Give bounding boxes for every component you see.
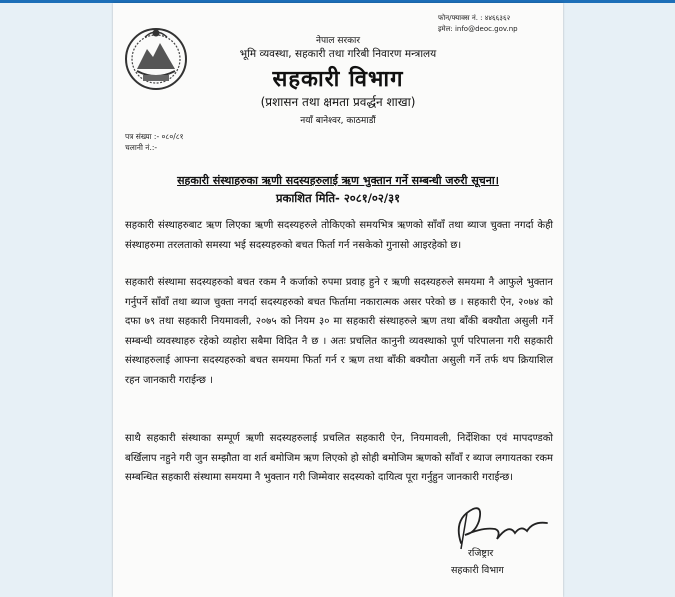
department-name: सहकारी विभाग xyxy=(272,67,404,92)
office-location: नयाँ बानेश्वर, काठमाडौं xyxy=(300,116,376,126)
ministry-name: भूमि व्यवस्था, सहकारी तथा गरिबी निवारण मन्त्रालय xyxy=(239,48,437,60)
contact-block xyxy=(438,13,518,35)
signature-icon xyxy=(443,499,553,554)
signatory-office: सहकारी विभाग xyxy=(451,565,504,576)
phone-fax: फोन/फ्याक्स नं. : ४४६६३६२ xyxy=(438,14,511,22)
notice-subject: सहकारी संस्थाहरुका ऋणी सदस्यहरुलाई ऋण भुक्तान गर्ने सम्बन्धी जरुरी सूचना। xyxy=(177,174,499,187)
email: इमेल: info@deoc.gov.np xyxy=(438,25,518,33)
government-name: नेपाल सरकार xyxy=(315,36,361,46)
signatory-title: रजिष्ट्रार xyxy=(468,548,494,559)
published-date: प्रकाशित मिति- २०८१/०२/३१ xyxy=(275,191,401,205)
paragraph-1: सहकारी संस्थाहरुबाट ऋण लिएका ऋणी सदस्यहरुले तोकिएको समयभित्र ऋणको साँवाँ तथा ब्याज चुक्ता नगर्दा केही संस्थाहरुमा तरलताको समस्या भई सदस्यहरुको बचत फिर्ता गर्न नसकेको गुनासो आइरहेको छ। xyxy=(125,220,553,251)
notice-document xyxy=(113,3,563,597)
paragraph-2: सहकारी संस्थामा सदस्यहरुको बचत रकम नै कर्जाको रुपमा प्रवाह हुने र ऋणी सदस्यहरुले समयमा नै आफुले भुक्तान गर्नुपर्ने साँवाँ तथा ब्याज चुक्ता नगर्दा सदस्यहरुको बचत फिर्तामा नकारात्मक असर परेको छ । सहकारी ऐन, २०७४ को दफा ७९ तथा सहकारी नियमावली, २०७५ को नियम ३० मा सहकारी संस्थाहरुले ऋण तथा बाँकी बक्यौता असुली गर्ने सम्बन्धी व्यवस्थाहरु रहेको व्यहोरा सबैमा विदित नै छ । अतः प्रचलित कानुनी व्यवस्थाको पूर्ण परिपालना गरी सहकारी संस्थाहरुलाई आफ्ना सदस्यहरुको बचत समयमा फिर्ता गर्न र ऋण तथा बाँकी बक्यौता असुली गर्ने तर्फ थप क्रियाशिल रहन जानकारी गराईन्छ । xyxy=(125,277,553,386)
reference-block xyxy=(125,131,184,153)
branch-name: (प्रशासन तथा क्षमता प्रवर्द्धन शाखा) xyxy=(260,95,416,109)
paragraph-3: साथै सहकारी संस्थाका सम्पूर्ण ऋणी सदस्यहरुलाई प्रचलित सहकारी ऐन, नियमावली, निर्देशिका एवं मापदण्डको बर्खिलाप नहुने गरी जुन सम्झौता वा शर्त बमोजिम ऋण लिएको हो सोही बमोजिम ऋणको साँवाँ र ब्याज लगायतका रकम सम्बन्धित सहकारी संस्थामा समयमा नै भुक्तान गरी जिम्मेवार सदस्यको दायित्व पूरा गर्नुहुन जानकारी गराईन्छ। xyxy=(125,433,553,483)
dispatch-number: चलानी नं.:- xyxy=(125,143,158,152)
letter-number: पत्र संख्या :- ०८०/८१ xyxy=(125,132,184,141)
